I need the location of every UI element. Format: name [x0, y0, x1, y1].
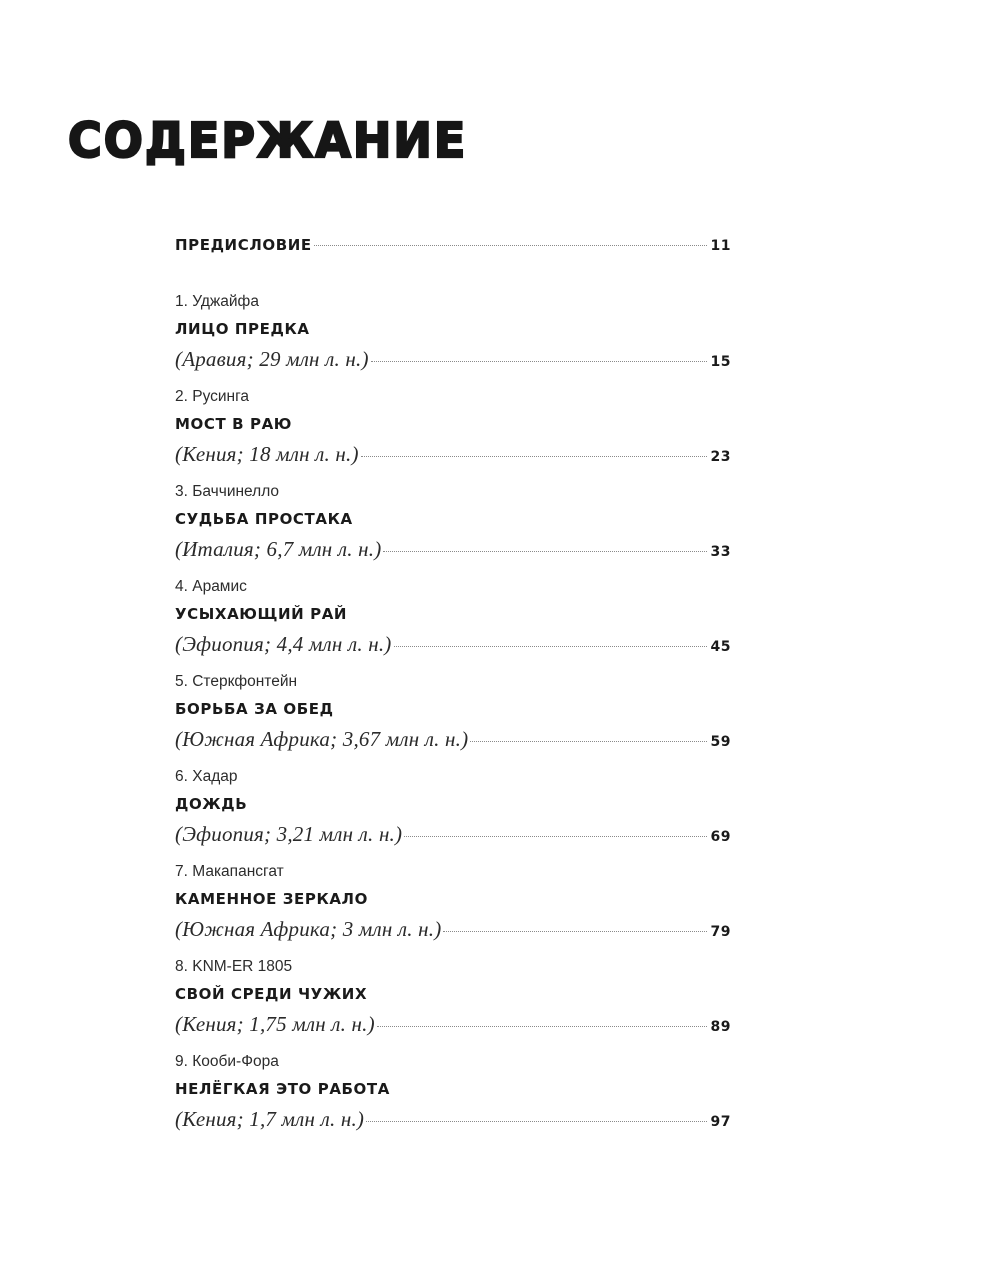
chapter-kicker: 4. Арамис — [175, 578, 247, 595]
chapter-subtitle: (Южная Африка; 3,67 млн л. н.) — [175, 727, 469, 751]
chapter-subtitle: (Эфиопия; 4,4 млн л. н.) — [175, 632, 392, 656]
chapter-subtitle: (Италия; 6,7 млн л. н.) — [175, 537, 382, 561]
toc-page-number: 89 — [710, 1019, 731, 1035]
chapter-subtitle-row — [175, 819, 731, 849]
toc-page-number: 23 — [710, 449, 731, 465]
chapter-heading: УСЫХАЮЩИЙ РАЙ — [175, 605, 348, 623]
chapter-subtitle: (Аравия; 29 млн л. н.) — [175, 347, 369, 371]
dot-leader — [394, 646, 707, 647]
chapter-subtitle: (Кения; 18 млн л. н.) — [175, 442, 359, 466]
chapter-kicker: 2. Русинга — [175, 388, 250, 405]
chapter-subtitle: (Южная Африка; 3 млн л. н.) — [175, 917, 442, 941]
dot-leader — [314, 245, 707, 246]
chapter-kicker: 3. Баччинелло — [175, 483, 280, 500]
chapter-kicker: 9. Кооби-Фора — [175, 1053, 279, 1070]
dot-leader — [361, 456, 707, 457]
toc-entry-chapter-8[interactable] — [175, 955, 731, 1050]
toc-page-number: 45 — [710, 639, 731, 655]
chapter-subtitle-row — [175, 629, 731, 659]
chapter-subtitle: (Кения; 1,75 млн л. н.) — [175, 1012, 375, 1036]
chapter-heading: СВОЙ СРЕДИ ЧУЖИХ — [175, 985, 368, 1003]
toc-page-number: 97 — [710, 1114, 731, 1130]
chapter-kicker: 5. Стеркфонтейн — [175, 673, 298, 690]
dot-leader — [377, 1026, 707, 1027]
chapter-subtitle-row — [175, 439, 731, 469]
dot-leader — [366, 1121, 706, 1122]
chapter-kicker: 1. Уджайфа — [175, 293, 259, 310]
toc-page-number: 15 — [710, 354, 731, 370]
toc-entry-chapter-6[interactable] — [175, 765, 731, 860]
toc-entry-chapter-3[interactable] — [175, 480, 731, 575]
page-title: СОДЕРЖАНИЕ — [68, 112, 468, 169]
chapter-subtitle-row — [175, 914, 731, 944]
dot-leader — [383, 551, 706, 552]
toc-page-number: 11 — [710, 238, 731, 254]
toc-entry-preface[interactable] — [175, 236, 731, 276]
dot-leader — [443, 931, 706, 932]
chapter-subtitle-row — [175, 1009, 731, 1039]
toc-page-number: 69 — [710, 829, 731, 845]
chapter-heading: БОРЬБА ЗА ОБЕД — [175, 700, 334, 718]
toc-page-number: 59 — [710, 734, 731, 750]
chapter-heading: ДОЖДЬ — [175, 795, 248, 813]
toc-page-number: 79 — [710, 924, 731, 940]
chapter-subtitle: (Эфиопия; 3,21 млн л. н.) — [175, 822, 403, 846]
chapter-kicker: 7. Макапансгат — [175, 863, 284, 880]
toc-entry-chapter-5[interactable] — [175, 670, 731, 765]
chapter-kicker: 8. KNM-ER 1805 — [175, 958, 293, 975]
chapter-subtitle-row — [175, 1104, 731, 1134]
chapter-subtitle-row — [175, 534, 731, 564]
chapter-heading: СУДЬБА ПРОСТАКА — [175, 510, 353, 528]
dot-leader — [404, 836, 706, 837]
toc-entry-chapter-2[interactable] — [175, 385, 731, 480]
chapter-subtitle-row — [175, 344, 731, 374]
dot-leader — [470, 741, 706, 742]
toc-entry-chapter-9[interactable] — [175, 1050, 731, 1145]
chapter-kicker: 6. Хадар — [175, 768, 238, 785]
dot-leader — [371, 361, 707, 362]
chapter-heading: ЛИЦО ПРЕДКА — [175, 320, 310, 338]
table-of-contents — [175, 236, 731, 1145]
chapter-heading: МОСТ В РАЮ — [175, 415, 293, 433]
toc-page-number: 33 — [710, 544, 731, 560]
toc-entry-heading: ПРЕДИСЛОВИЕ — [175, 236, 312, 254]
toc-entry-chapter-4[interactable] — [175, 575, 731, 670]
chapter-heading: НЕЛЁГКАЯ ЭТО РАБОТА — [175, 1080, 390, 1098]
chapter-subtitle-row — [175, 724, 731, 754]
chapter-subtitle: (Кения; 1,7 млн л. н.) — [175, 1107, 365, 1131]
toc-entry-chapter-1[interactable] — [175, 290, 731, 385]
toc-entry-chapter-7[interactable] — [175, 860, 731, 955]
chapter-heading: КАМЕННОЕ ЗЕРКАЛО — [175, 890, 368, 908]
